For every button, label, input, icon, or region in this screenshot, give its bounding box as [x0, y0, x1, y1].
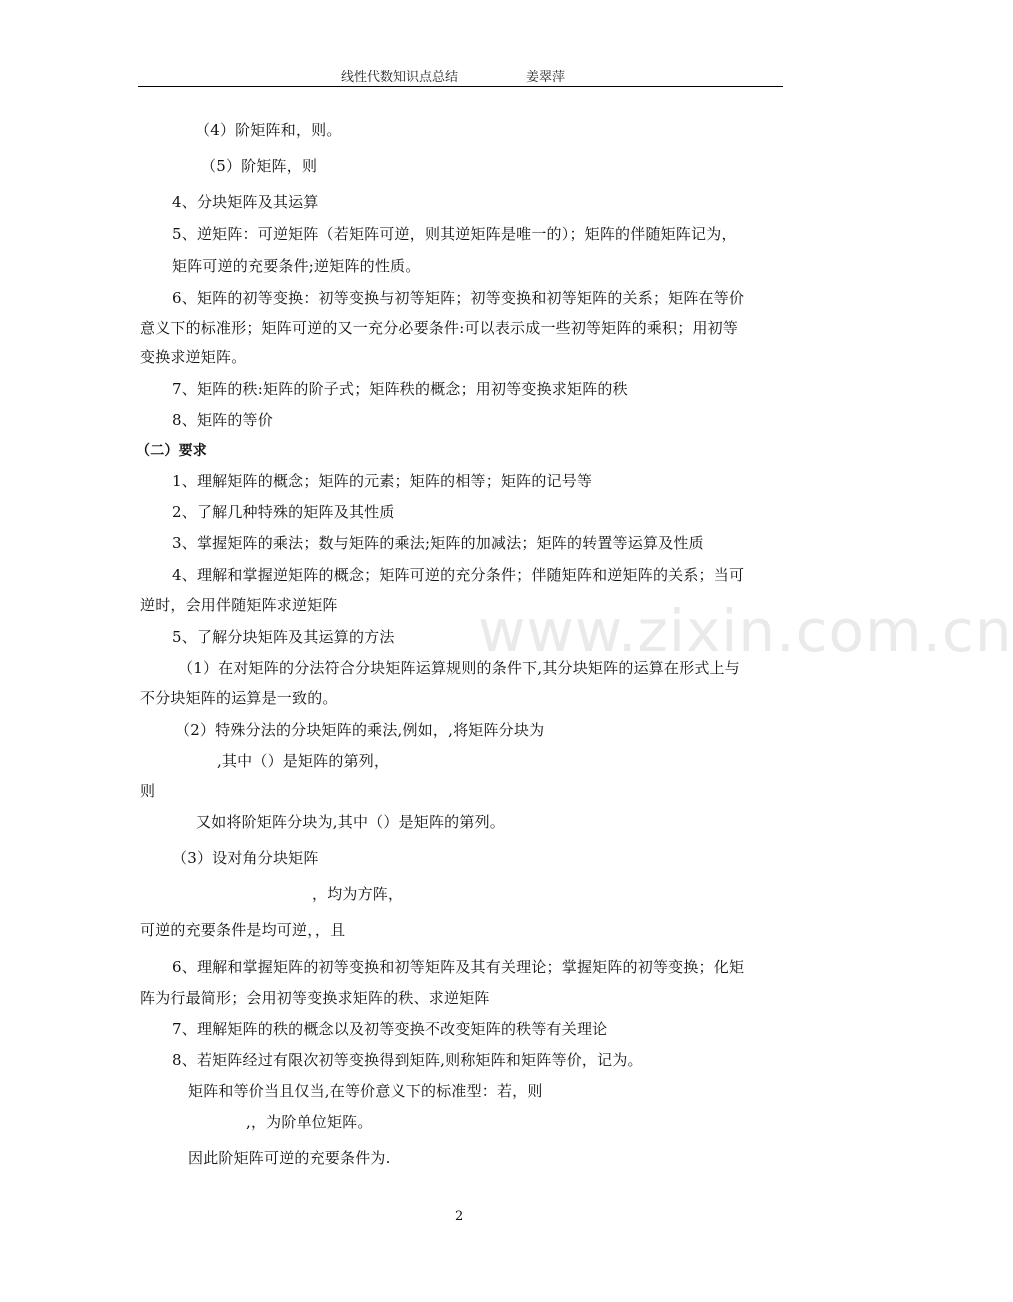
text-line: 阵为行最简形；会用初等变换求矩阵的秩、求逆矩阵: [140, 989, 490, 1007]
text-line: 6、理解和掌握矩阵的初等变换和初等矩阵及其有关理论；掌握矩阵的初等变换；化矩: [172, 958, 745, 976]
text-line: （5）阶矩阵，则: [201, 157, 318, 175]
text-line: 7、理解矩阵的秩的概念以及初等变换不改变矩阵的秩等有关理论: [172, 1020, 608, 1038]
text-line: 可逆的充要条件是均可逆，，且: [140, 921, 346, 939]
text-line: （2）特殊分法的分块矩阵的乘法,例如，,将矩阵分块为: [175, 721, 545, 739]
text-line: 5、了解分块矩阵及其运算的方法: [172, 628, 395, 646]
text-line: 6、矩阵的初等变换：初等变换与初等矩阵；初等变换和初等矩阵的关系；矩阵在等价: [172, 289, 745, 307]
text-line: 3、掌握矩阵的乘法；数与矩阵的乘法;矩阵的加减法；矩阵的转置等运算及性质: [172, 534, 704, 552]
text-line: 不分块矩阵的运算是一致的。: [140, 689, 338, 707]
text-line: 又如将阶矩阵分块为,其中（）是矩阵的第列。: [196, 813, 505, 831]
watermark: www.zixin.com.cn: [478, 597, 1013, 665]
text-line: 7、矩阵的秩:矩阵的阶子式；矩阵秩的概念；用初等变换求矩阵的秩: [172, 380, 628, 398]
text-line: 矩阵和等价当且仅当,在等价意义下的标准型：若，则: [188, 1082, 543, 1100]
header-title: 线性代数知识点总结: [341, 70, 459, 85]
text-line: 8、若矩阵经过有限次初等变换得到矩阵,则称矩阵和矩阵等价，记为。: [172, 1051, 643, 1069]
text-line: 1、理解矩阵的概念；矩阵的元素；矩阵的相等；矩阵的记号等: [172, 472, 593, 490]
text-line: ,，为阶单位矩阵。: [246, 1113, 373, 1131]
text-line: 则: [140, 782, 156, 800]
text-line: （1）在对矩阵的分法符合分块矩阵运算规则的条件下,其分块矩阵的运算在形式上与: [178, 659, 740, 677]
text-line: 4、分块矩阵及其运算: [172, 193, 319, 211]
text-line: 8、矩阵的等价: [172, 411, 273, 429]
page-number: 2: [455, 1209, 464, 1224]
text-line: 4、理解和掌握逆矩阵的概念；矩阵可逆的充分条件；伴随矩阵和逆矩阵的关系；当可: [172, 566, 745, 584]
text-line: 矩阵可逆的充要条件;逆矩阵的性质。: [172, 257, 421, 275]
text-line: 逆时，会用伴随矩阵求逆矩阵: [140, 596, 338, 614]
text-line: （4）阶矩阵和，则。: [195, 121, 342, 139]
header-author: 姜翠萍: [526, 70, 566, 85]
text-line: 因此阶矩阵可逆的充要条件为.: [188, 1149, 391, 1167]
text-line: ，均为方阵，: [312, 885, 404, 903]
text-line: 5、逆矩阵：可逆矩阵（若矩阵可逆，则其逆矩阵是唯一的）；矩阵的伴随矩阵记为，: [172, 225, 737, 243]
text-line: 变换求逆矩阵。: [140, 348, 247, 366]
header-rule: [138, 86, 783, 87]
section-heading: （二）要求: [136, 443, 207, 459]
text-line: 2、了解几种特殊的矩阵及其性质: [172, 503, 395, 521]
text-line: 意义下的标准形；矩阵可逆的又一充分必要条件:可以表示成一些初等矩阵的乘积；用初等: [140, 319, 739, 337]
text-line: （3）设对角分块矩阵: [172, 849, 319, 867]
text-line: ,其中（）是矩阵的第列，: [217, 752, 390, 770]
